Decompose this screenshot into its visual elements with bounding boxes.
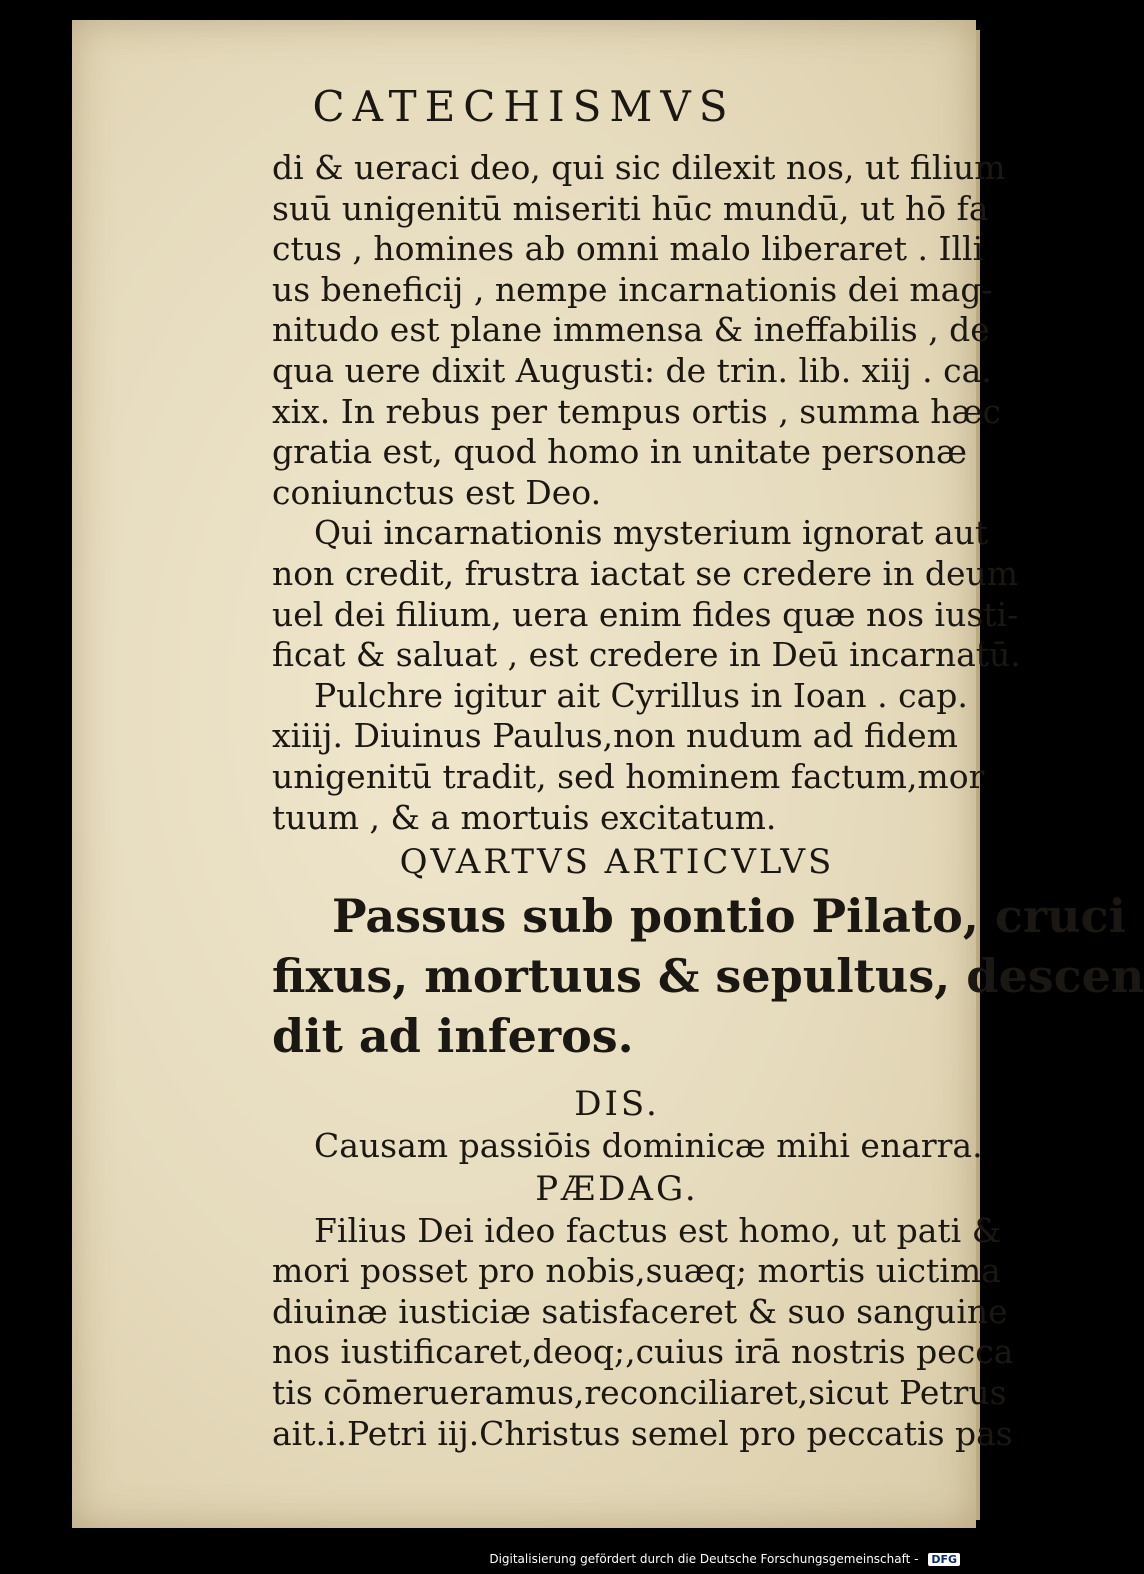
- book-page: [72, 20, 1144, 1528]
- article-heading: QVARTVS ARTICVLVS: [399, 842, 835, 883]
- paragraph-2: [272, 513, 1021, 675]
- text-line: non credit, frustra iactat se credere in deum: [272, 553, 1019, 593]
- text-line: ficat & saluat , est credere in Deū incarnatū.: [272, 635, 1021, 675]
- article-text: [272, 886, 1144, 1066]
- text-line: xiiij. Diuinus Paulus,non nudum ad fidem: [272, 716, 958, 756]
- article-line: Passus sub pontio Pilato, cruci: [332, 889, 1127, 944]
- text-line: ctus , homines ab omni malo liberaret . Illi: [272, 229, 984, 269]
- text-line: nitudo est plane immensa & ineffabilis , de: [272, 310, 990, 350]
- speaker-dis: DIS.: [574, 1084, 660, 1125]
- question-text: Causam passiōis dominicæ mihi enarra.: [314, 1126, 983, 1166]
- text-line: uel dei filium, uera enim fides quæ nos iusti-: [272, 594, 1019, 634]
- text-line: unigenitū tradit, sed hominem factum,mor: [272, 756, 985, 796]
- article-line: fixus, mortuus & sepultus, descen: [272, 949, 1144, 1004]
- text-line: tuum , & a mortuis excitatum.: [272, 797, 777, 837]
- text-line: Filius Dei ideo factus est homo, ut pati &: [314, 1210, 1002, 1250]
- text-line: mori posset pro nobis,suæq; mortis uictima: [272, 1251, 1001, 1291]
- text-line: us beneficij , nempe incarnationis dei mag-: [272, 269, 993, 309]
- text-line: diuinæ iusticiæ satisfaceret & suo sanguine: [272, 1291, 1008, 1331]
- text-line: coniunctus est Deo.: [272, 472, 602, 512]
- text-line: Qui incarnationis mysterium ignorat aut: [314, 513, 989, 553]
- text-line: qua uere dixit Augusti: de trin. lib. xiij . ca.: [272, 350, 992, 390]
- text-line: Pulchre igitur ait Cyrillus in Ioan . cap.: [314, 675, 968, 715]
- dfg-logo: DFG: [928, 1553, 960, 1566]
- funding-note: Digitalisierung gefördert durch die Deutsche Forschungsgemeinschaft -: [489, 1552, 919, 1566]
- funding-footer: [489, 1552, 960, 1566]
- page-body: [272, 148, 1144, 1454]
- paragraph-3: [272, 675, 985, 838]
- text-line: nos iustificaret,deoq;,cuius irā nostris pecca: [272, 1332, 1014, 1372]
- paragraph-1: [272, 148, 1006, 513]
- article-line: dit ad inferos.: [272, 1009, 634, 1064]
- text-line: ait.i.Petri iij.Christus semel pro peccatis pas: [272, 1413, 1013, 1453]
- text-line: gratia est, quod homo in unitate personæ: [272, 432, 967, 472]
- text-line: tis cōmerueramus,reconciliaret,sicut Petrus: [272, 1373, 1007, 1413]
- text-line: di & ueraci deo, qui sic dilexit nos, ut filium: [272, 148, 1006, 187]
- speaker-paedag: PÆDAG.: [535, 1168, 699, 1209]
- text-line: xix. In rebus per tempus ortis , summa hæc: [272, 391, 1001, 431]
- running-title: CATECHISMVS: [312, 82, 736, 131]
- text-line: suū unigenitū miseriti hūc mundū, ut hō fa: [272, 188, 989, 228]
- answer-text: [272, 1210, 1014, 1455]
